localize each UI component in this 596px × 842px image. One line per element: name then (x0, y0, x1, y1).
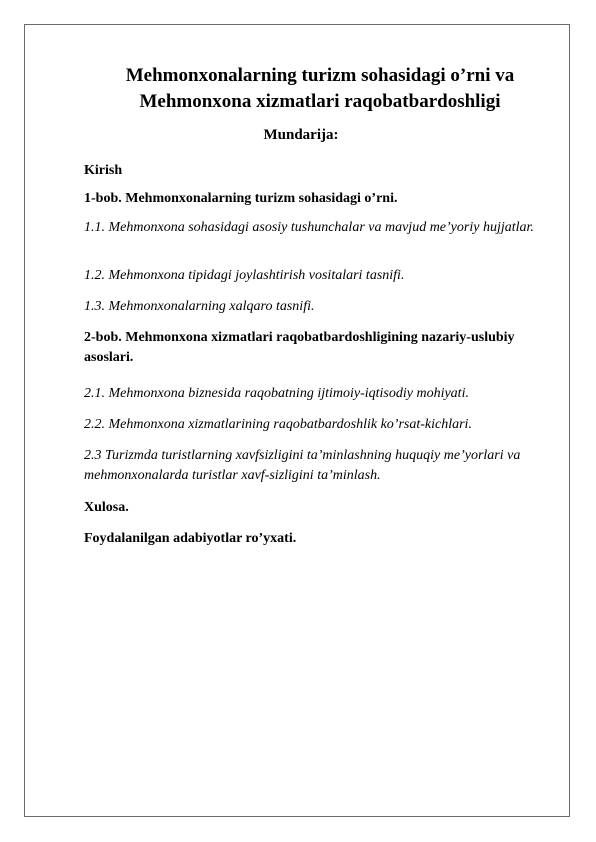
toc-entry-references: Foydalanilgan adabiyotlar ro’yxati. (84, 531, 297, 546)
document-title-line-2: Mehmonxona xizmatlari raqobatbardoshligi (139, 91, 501, 112)
toc-entry-chapter-2: 2-bob. Mehmonxona xizmatlari raqobatbardoshligining nazariy-uslubiy asoslari. (84, 330, 515, 365)
toc-entry-section-2-1: 2.1. Mehmonxona biznesida raqobatning ijtimoiy-iqtisodiy mohiyati. (84, 386, 469, 401)
document-title-line-1: Mehmonxonalarning turizm sohasidagi o’rni va (125, 65, 515, 86)
toc-entry-introduction: Kirish (84, 163, 123, 178)
toc-heading (0, 125, 596, 145)
toc-entry-section-2-3: 2.3 Turizmda turistlarning xavfsizligini ta’minlashning huquqiy me’yorlari va mehmonxonalarda turistlar xavf-sizligini ta’minlash. (84, 448, 521, 483)
toc-heading-label: Mundarija: (263, 127, 339, 143)
toc-entry-section-1-3: 1.3. Mehmonxonalarning xalqaro tasnifi. (84, 299, 315, 314)
toc-entry-section-1-2: 1.2. Mehmonxona tipidagi joylashtirish vositalari tasnifi. (84, 268, 405, 283)
toc-entry-conclusion: Xulosa. (84, 500, 129, 515)
toc-entry-section-1-1: 1.1. Mehmonxona sohasidagi asosiy tushunchalar va mavjud me’yoriy hujjatlar. (84, 220, 534, 235)
toc-entry-chapter-1: 1-bob. Mehmonxonalarning turizm sohasidagi o’rni. (84, 191, 398, 206)
toc-entry-section-2-2: 2.2. Mehmonxona xizmatlarining raqobatbardoshlik ko’rsat-kichlari. (84, 417, 472, 432)
